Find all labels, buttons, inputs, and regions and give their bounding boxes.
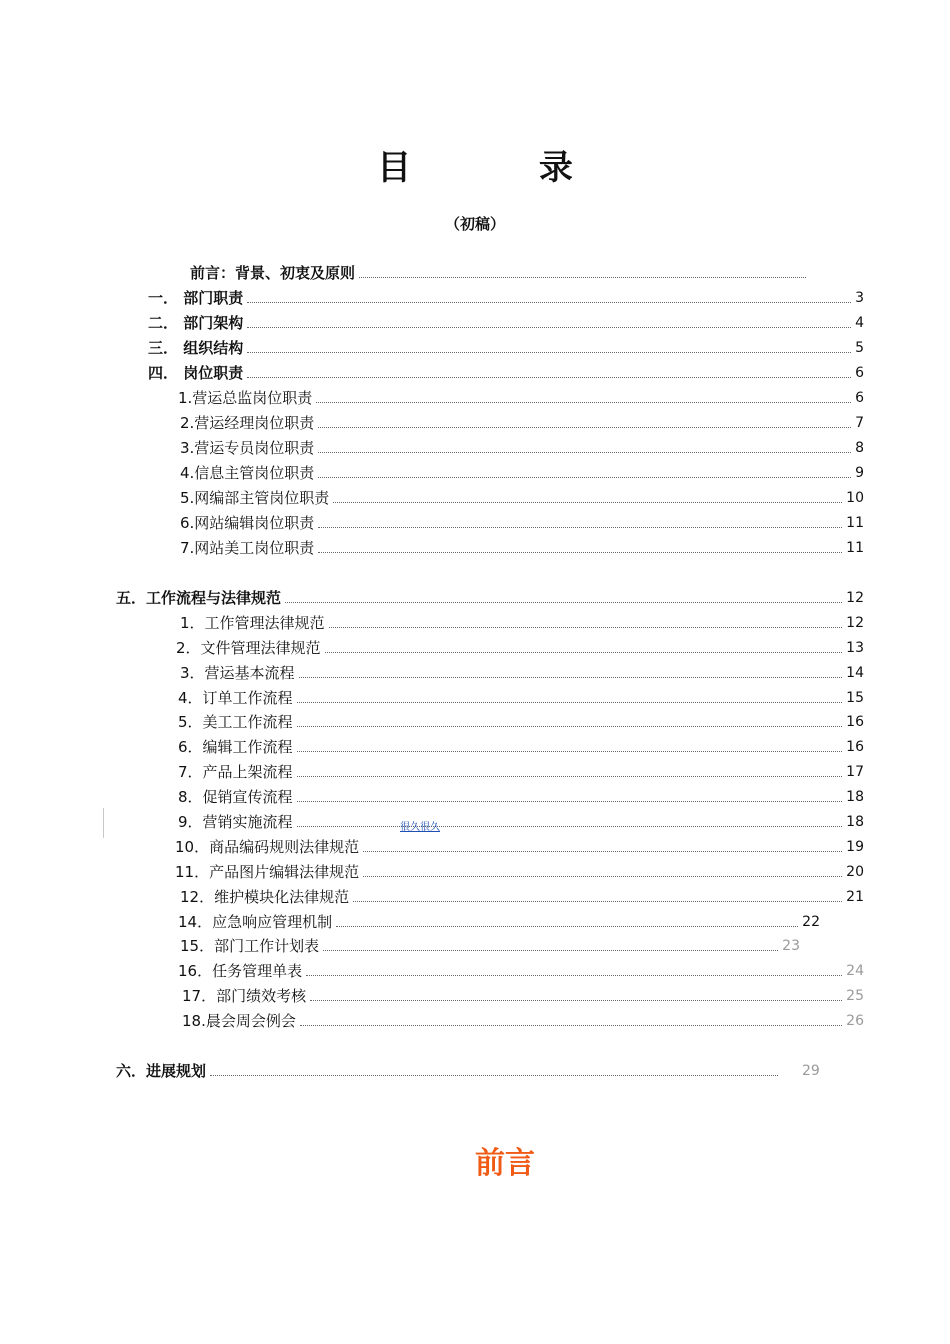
toc-page-number: 18 <box>846 814 864 830</box>
dot-leader <box>359 277 806 278</box>
toc-entry[interactable] <box>180 437 864 457</box>
dot-leader <box>318 427 851 428</box>
toc-entry[interactable] <box>178 387 864 407</box>
dot-leader <box>297 726 843 727</box>
dot-leader <box>323 950 778 951</box>
toc-page-number: 9 <box>855 465 864 481</box>
toc-entry[interactable] <box>148 362 864 382</box>
toc-entry-label: 4.信息主管岗位职责 <box>180 464 315 482</box>
toc-page-number: 12 <box>846 615 864 631</box>
toc-page-number: 6 <box>855 390 864 406</box>
toc-entry[interactable] <box>182 1010 864 1030</box>
dot-leader <box>310 1000 842 1001</box>
toc-entry-label: 5.网编部主管岗位职责 <box>180 489 330 507</box>
dot-leader <box>325 652 843 653</box>
toc-entry[interactable] <box>148 287 864 307</box>
toc-entry-label: 6．编辑工作流程 <box>178 738 293 756</box>
toc-title: 目 录 <box>377 148 631 188</box>
toc-entry[interactable] <box>180 662 864 682</box>
toc-entry[interactable] <box>176 637 864 657</box>
toc-page-number: 12 <box>846 590 864 606</box>
toc-page-number: 25 <box>846 988 864 1004</box>
dot-leader <box>363 876 842 877</box>
toc-entry[interactable] <box>180 935 800 955</box>
toc-entry[interactable] <box>180 886 864 906</box>
toc-entry-label: 五．工作流程与法律规范 <box>116 589 282 607</box>
toc-entry[interactable] <box>178 711 864 731</box>
toc-page-number: 23 <box>782 938 800 954</box>
toc-entry-label: 前言：背景、初衷及原则 <box>190 264 356 282</box>
toc-entry-label: 8．促销宣传流程 <box>178 788 293 806</box>
toc-entry-label: 7.网站美工岗位职责 <box>180 539 315 557</box>
dot-leader <box>210 1075 778 1076</box>
toc-entry[interactable] <box>178 786 864 806</box>
toc-entry-label: 四． 岗位职责 <box>148 364 244 382</box>
toc-entry-label: 三． 组织结构 <box>148 339 244 357</box>
dot-leader <box>316 402 851 403</box>
toc-entry-label: 5．美工工作流程 <box>178 713 293 731</box>
toc-entry-label: 14．应急响应管理机制 <box>178 913 333 931</box>
comment-annotation-link[interactable]: 很久很久 <box>400 822 440 833</box>
dot-leader <box>318 452 851 453</box>
toc-entry[interactable] <box>178 811 864 831</box>
toc-entry[interactable] <box>178 911 820 931</box>
toc-page-number: 8 <box>855 440 864 456</box>
toc-page-number: 29 <box>802 1063 820 1079</box>
toc-page-number: 10 <box>846 490 864 506</box>
toc-page-number: 24 <box>846 963 864 979</box>
toc-entry[interactable] <box>180 462 864 482</box>
toc-entry-label: 3.营运专员岗位职责 <box>180 439 315 457</box>
toc-page-number: 14 <box>846 665 864 681</box>
dot-leader <box>300 1025 842 1026</box>
dot-leader <box>297 776 843 777</box>
dot-leader <box>333 502 842 503</box>
toc-entry-label: 一． 部门职责 <box>148 289 244 307</box>
toc-entry-label: 11．产品图片编辑法律规范 <box>175 863 360 881</box>
toc-entry[interactable] <box>178 687 864 707</box>
toc-entry-label: 3．营运基本流程 <box>180 664 295 682</box>
toc-entry[interactable] <box>180 487 864 507</box>
toc-page-number: 15 <box>846 690 864 706</box>
toc-page-number: 11 <box>846 515 864 531</box>
toc-page-number: 20 <box>846 864 864 880</box>
toc-entry-label: 1.营运总监岗位职责 <box>178 389 313 407</box>
toc-entry[interactable] <box>148 312 864 332</box>
toc-page-number: 19 <box>846 839 864 855</box>
toc-entry-label: 12．维护模块化法律规范 <box>180 888 350 906</box>
toc-entry[interactable] <box>180 512 864 532</box>
toc-page-number: 16 <box>846 714 864 730</box>
toc-page-number: 6 <box>855 365 864 381</box>
dot-leader <box>318 527 842 528</box>
toc-page-number: 26 <box>846 1013 864 1029</box>
toc-page-number: 21 <box>846 889 864 905</box>
dot-leader <box>318 477 851 478</box>
dot-leader <box>306 975 842 976</box>
toc-entry[interactable] <box>175 861 864 881</box>
toc-entry-label: 18.晨会周会例会 <box>182 1012 296 1030</box>
toc-entry[interactable] <box>180 537 864 557</box>
dot-leader <box>247 377 851 378</box>
draft-subtitle: （初稿） <box>444 215 505 233</box>
toc-entry-label: 2.营运经理岗位职责 <box>180 414 315 432</box>
toc-entry[interactable] <box>180 612 864 632</box>
toc-page-number: 22 <box>802 914 820 930</box>
dot-leader <box>247 327 851 328</box>
toc-entry[interactable] <box>148 337 864 357</box>
dot-leader <box>297 702 843 703</box>
toc-entry[interactable] <box>182 985 864 1005</box>
toc-page-number: 3 <box>855 290 864 306</box>
dot-leader <box>299 677 843 678</box>
dot-leader <box>247 302 851 303</box>
toc-page-number: 11 <box>846 540 864 556</box>
dot-leader <box>297 801 843 802</box>
toc-entry[interactable] <box>180 412 864 432</box>
dot-leader <box>363 851 842 852</box>
preface-heading: 前言 <box>475 1146 535 1181</box>
toc-entry-label: 16．任务管理单表 <box>178 962 303 980</box>
toc-entry-label: 4．订单工作流程 <box>178 689 293 707</box>
dot-leader <box>329 627 843 628</box>
toc-page-number: 7 <box>855 415 864 431</box>
toc-entry-label: 二． 部门架构 <box>148 314 244 332</box>
dot-leader <box>318 552 842 553</box>
toc-page-number: 18 <box>846 789 864 805</box>
toc-entry-label: 2．文件管理法律规范 <box>176 639 321 657</box>
toc-entry-label: 10．商品编码规则法律规范 <box>175 838 360 856</box>
toc-entry[interactable] <box>178 761 864 781</box>
toc-entry-label: 7．产品上架流程 <box>178 763 293 781</box>
toc-page-number: 17 <box>846 764 864 780</box>
toc-page-number: 13 <box>846 640 864 656</box>
toc-entry-label: 17．部门绩效考核 <box>182 987 307 1005</box>
toc-entry-preface[interactable] <box>190 262 810 282</box>
toc-entry-label: 六．进展规划 <box>116 1062 207 1080</box>
toc-entry[interactable] <box>116 587 864 607</box>
toc-page-number: 5 <box>855 340 864 356</box>
dot-leader <box>353 901 842 902</box>
dot-leader <box>297 826 843 827</box>
toc-page-number: 4 <box>855 315 864 331</box>
margin-change-bar <box>103 808 104 838</box>
toc-entry-label: 6.网站编辑岗位职责 <box>180 514 315 532</box>
toc-entry-label: 9．营销实施流程 <box>178 813 293 831</box>
toc-entry-label: 1．工作管理法律规范 <box>180 614 325 632</box>
toc-page-number: 16 <box>846 739 864 755</box>
dot-leader <box>247 352 851 353</box>
toc-entry[interactable] <box>116 1060 826 1080</box>
dot-leader <box>285 602 842 603</box>
toc-entry[interactable] <box>175 836 864 856</box>
toc-entry-label: 15．部门工作计划表 <box>180 937 320 955</box>
toc-entry[interactable] <box>178 960 864 980</box>
dot-leader <box>336 926 798 927</box>
dot-leader <box>297 751 843 752</box>
toc-entry[interactable] <box>178 736 864 756</box>
